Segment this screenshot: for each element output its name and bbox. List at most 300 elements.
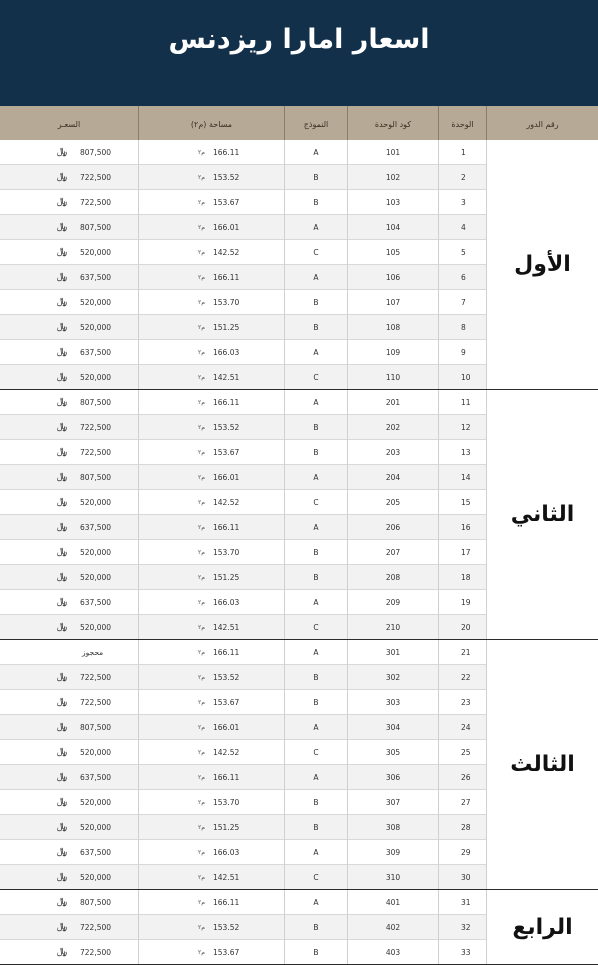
unit-code-cell: 203 xyxy=(348,440,439,465)
unit-number-cell: 10 xyxy=(439,365,487,390)
riyal-icon: ﷼ xyxy=(57,472,67,482)
price-value: 807,500 xyxy=(80,723,112,732)
area-unit: م٢ xyxy=(198,649,205,656)
area-unit: م٢ xyxy=(198,424,205,431)
price-value: 637,500 xyxy=(80,523,112,532)
unit-code-cell: 309 xyxy=(348,840,439,865)
area-unit: م٢ xyxy=(198,199,205,206)
unit-code-cell: 310 xyxy=(348,865,439,890)
area-cell xyxy=(139,690,285,715)
model-cell: B xyxy=(285,315,348,340)
price-cell xyxy=(0,465,139,490)
model-cell: A xyxy=(285,390,348,415)
table-row xyxy=(0,765,487,790)
table-row xyxy=(0,940,487,965)
area-cell xyxy=(139,265,285,290)
price-value: 722,500 xyxy=(80,673,112,682)
area-unit: م٢ xyxy=(198,274,205,281)
riyal-icon: ﷼ xyxy=(57,897,67,907)
table-row xyxy=(0,390,487,415)
area-cell xyxy=(139,340,285,365)
price-cell xyxy=(0,715,139,740)
riyal-icon: ﷼ xyxy=(57,747,67,757)
price-value: 520,000 xyxy=(80,248,112,257)
price-value: 520,000 xyxy=(80,373,112,382)
area-cell xyxy=(139,315,285,340)
header-price: السعـر xyxy=(0,106,139,140)
area-unit: م٢ xyxy=(198,724,205,731)
unit-code-cell: 306 xyxy=(348,765,439,790)
table-row xyxy=(0,140,487,165)
unit-code-cell: 207 xyxy=(348,540,439,565)
area-unit: م٢ xyxy=(198,849,205,856)
price-cell xyxy=(0,915,139,940)
riyal-icon: ﷼ xyxy=(57,172,67,182)
area-cell xyxy=(139,165,285,190)
price-cell xyxy=(0,540,139,565)
riyal-icon: ﷼ xyxy=(57,322,67,332)
unit-code-cell: 304 xyxy=(348,715,439,740)
area-unit: م٢ xyxy=(198,174,205,181)
riyal-icon: ﷼ xyxy=(57,497,67,507)
table-row xyxy=(0,340,487,365)
price-value: 807,500 xyxy=(80,473,112,482)
area-cell xyxy=(139,915,285,940)
riyal-icon: ﷼ xyxy=(57,597,67,607)
table-row xyxy=(0,515,487,540)
area-cell xyxy=(139,465,285,490)
area-unit: م٢ xyxy=(198,474,205,481)
table-row xyxy=(0,165,487,190)
area-value: 142.51 xyxy=(213,623,240,632)
price-cell xyxy=(0,440,139,465)
area-unit: م٢ xyxy=(198,499,205,506)
riyal-icon: ﷼ xyxy=(57,947,67,957)
table-row xyxy=(0,665,487,690)
model-cell: A xyxy=(285,265,348,290)
area-cell xyxy=(139,840,285,865)
unit-number-cell: 11 xyxy=(439,390,487,415)
price-cell xyxy=(0,515,139,540)
unit-code-cell: 303 xyxy=(348,690,439,715)
unit-number-cell: 28 xyxy=(439,815,487,840)
unit-code-cell: 107 xyxy=(348,290,439,315)
unit-code-cell: 101 xyxy=(348,140,439,165)
unit-code-cell: 105 xyxy=(348,240,439,265)
table-row xyxy=(0,440,487,465)
area-value: 166.11 xyxy=(213,773,240,782)
area-unit: م٢ xyxy=(198,224,205,231)
riyal-icon: ﷼ xyxy=(57,247,67,257)
area-cell xyxy=(139,440,285,465)
table-row xyxy=(0,465,487,490)
price-cell xyxy=(0,165,139,190)
table-row xyxy=(0,840,487,865)
price-cell xyxy=(0,590,139,615)
area-unit: م٢ xyxy=(198,349,205,356)
table-row xyxy=(0,590,487,615)
price-cell xyxy=(0,390,139,415)
table-row xyxy=(0,415,487,440)
area-value: 166.03 xyxy=(213,598,240,607)
unit-number-cell: 1 xyxy=(439,140,487,165)
unit-number-cell: 23 xyxy=(439,690,487,715)
table-row xyxy=(0,690,487,715)
price-value: 637,500 xyxy=(80,598,112,607)
price-value: 520,000 xyxy=(80,748,112,757)
unit-number-cell: 32 xyxy=(439,915,487,940)
table-row xyxy=(0,890,487,915)
area-cell xyxy=(139,715,285,740)
riyal-icon: ﷼ xyxy=(57,522,67,532)
header-code: كود الوحدة xyxy=(348,106,439,140)
area-value: 166.03 xyxy=(213,348,240,357)
unit-number-cell: 21 xyxy=(439,640,487,665)
unit-code-cell: 403 xyxy=(348,940,439,965)
area-cell xyxy=(139,540,285,565)
price-value: 520,000 xyxy=(80,323,112,332)
area-cell xyxy=(139,590,285,615)
model-cell: B xyxy=(285,565,348,590)
model-cell: A xyxy=(285,590,348,615)
model-cell: B xyxy=(285,790,348,815)
riyal-icon: ﷼ xyxy=(57,297,67,307)
model-cell: B xyxy=(285,290,348,315)
area-value: 151.25 xyxy=(213,823,240,832)
unit-number-cell: 14 xyxy=(439,465,487,490)
riyal-icon: ﷼ xyxy=(57,372,67,382)
area-value: 166.11 xyxy=(213,648,240,657)
price-value: 637,500 xyxy=(80,273,112,282)
table-row xyxy=(0,490,487,515)
riyal-icon: ﷼ xyxy=(57,397,67,407)
area-unit: م٢ xyxy=(198,399,205,406)
area-unit: م٢ xyxy=(198,249,205,256)
riyal-icon: ﷼ xyxy=(57,197,67,207)
price-cell xyxy=(0,340,139,365)
area-unit: م٢ xyxy=(198,699,205,706)
area-value: 166.11 xyxy=(213,523,240,532)
area-cell xyxy=(139,515,285,540)
header-floor: رقم الدور xyxy=(526,120,559,129)
price-cell xyxy=(0,740,139,765)
price-value: 637,500 xyxy=(80,348,112,357)
area-value: 142.52 xyxy=(213,498,240,507)
area-cell xyxy=(139,665,285,690)
area-value: 153.52 xyxy=(213,423,240,432)
unit-code-cell: 307 xyxy=(348,790,439,815)
unit-number-cell: 12 xyxy=(439,415,487,440)
area-unit: م٢ xyxy=(198,749,205,756)
unit-number-cell: 16 xyxy=(439,515,487,540)
area-value: 166.01 xyxy=(213,223,240,232)
area-value: 153.67 xyxy=(213,948,240,957)
riyal-icon: ﷼ xyxy=(57,622,67,632)
table-row xyxy=(0,565,487,590)
unit-code-cell: 208 xyxy=(348,565,439,590)
unit-number-cell: 20 xyxy=(439,615,487,640)
model-cell: B xyxy=(285,190,348,215)
area-unit: م٢ xyxy=(198,949,205,956)
area-cell xyxy=(139,490,285,515)
riyal-icon: ﷼ xyxy=(57,847,67,857)
unit-number-cell: 2 xyxy=(439,165,487,190)
unit-number-cell: 26 xyxy=(439,765,487,790)
area-unit: م٢ xyxy=(198,299,205,306)
model-cell: A xyxy=(285,840,348,865)
model-cell: A xyxy=(285,765,348,790)
area-cell xyxy=(139,215,285,240)
unit-code-cell: 401 xyxy=(348,890,439,915)
price-cell xyxy=(0,415,139,440)
area-cell xyxy=(139,240,285,265)
area-value: 153.70 xyxy=(213,548,240,557)
area-cell xyxy=(139,415,285,440)
area-cell xyxy=(139,890,285,915)
area-value: 151.25 xyxy=(213,573,240,582)
table-row xyxy=(0,240,487,265)
riyal-icon: ﷼ xyxy=(57,147,67,157)
riyal-icon: ﷼ xyxy=(57,347,67,357)
area-unit: م٢ xyxy=(198,874,205,881)
price-cell xyxy=(0,665,139,690)
model-cell: C xyxy=(285,240,348,265)
unit-code-cell: 102 xyxy=(348,165,439,190)
model-cell: A xyxy=(285,340,348,365)
model-cell: A xyxy=(285,640,348,665)
model-cell: A xyxy=(285,140,348,165)
price-cell xyxy=(0,865,139,890)
model-cell: B xyxy=(285,915,348,940)
model-cell: B xyxy=(285,165,348,190)
table-row xyxy=(0,815,487,840)
riyal-icon: ﷼ xyxy=(57,272,67,282)
area-value: 142.51 xyxy=(213,373,240,382)
price-cell xyxy=(0,890,139,915)
riyal-icon: ﷼ xyxy=(57,697,67,707)
area-value: 166.03 xyxy=(213,848,240,857)
price-cell xyxy=(0,565,139,590)
area-unit: م٢ xyxy=(198,674,205,681)
area-unit: م٢ xyxy=(198,899,205,906)
table-row xyxy=(0,315,487,340)
header-unit: الوحدة xyxy=(439,106,487,140)
area-unit: م٢ xyxy=(198,524,205,531)
header-model: النموذج xyxy=(285,106,348,140)
area-unit: م٢ xyxy=(198,149,205,156)
unit-code-cell: 301 xyxy=(348,640,439,665)
price-value: 807,500 xyxy=(80,148,112,157)
price-value: 807,500 xyxy=(80,398,112,407)
unit-code-cell: 206 xyxy=(348,515,439,540)
table-row xyxy=(0,915,487,940)
price-cell xyxy=(0,640,139,665)
area-value: 166.11 xyxy=(213,898,240,907)
price-cell xyxy=(0,790,139,815)
area-value: 166.11 xyxy=(213,148,240,157)
riyal-icon: ﷼ xyxy=(57,547,67,557)
unit-number-cell: 33 xyxy=(439,940,487,965)
price-value: 520,000 xyxy=(80,623,112,632)
area-value: 153.52 xyxy=(213,673,240,682)
riyal-icon: ﷼ xyxy=(57,222,67,232)
riyal-icon: ﷼ xyxy=(57,797,67,807)
unit-code-cell: 103 xyxy=(348,190,439,215)
unit-number-cell: 7 xyxy=(439,290,487,315)
area-value: 166.01 xyxy=(213,723,240,732)
unit-code-cell: 305 xyxy=(348,740,439,765)
unit-number-cell: 13 xyxy=(439,440,487,465)
unit-code-cell: 104 xyxy=(348,215,439,240)
unit-number-cell: 27 xyxy=(439,790,487,815)
area-unit: م٢ xyxy=(198,324,205,331)
unit-number-cell: 29 xyxy=(439,840,487,865)
model-cell: A xyxy=(285,890,348,915)
floor-name: الأول xyxy=(487,140,598,390)
area-value: 142.51 xyxy=(213,873,240,882)
price-value: 637,500 xyxy=(80,773,112,782)
unit-code-cell: 204 xyxy=(348,465,439,490)
riyal-icon: ﷼ xyxy=(57,772,67,782)
riyal-icon: ﷼ xyxy=(57,922,67,932)
riyal-icon: ﷼ xyxy=(57,722,67,732)
price-value: 722,500 xyxy=(80,923,112,932)
model-cell: B xyxy=(285,415,348,440)
floor-name: الرابع xyxy=(487,890,598,965)
area-cell xyxy=(139,290,285,315)
unit-number-cell: 30 xyxy=(439,865,487,890)
unit-code-cell: 308 xyxy=(348,815,439,840)
table-row xyxy=(0,265,487,290)
model-cell: C xyxy=(285,490,348,515)
area-unit: م٢ xyxy=(198,824,205,831)
unit-code-cell: 209 xyxy=(348,590,439,615)
riyal-icon: ﷼ xyxy=(57,672,67,682)
table-row xyxy=(0,540,487,565)
riyal-icon: ﷼ xyxy=(57,822,67,832)
area-unit: م٢ xyxy=(198,574,205,581)
area-value: 153.67 xyxy=(213,448,240,457)
table-row xyxy=(0,865,487,890)
price-cell xyxy=(0,315,139,340)
price-value: 722,500 xyxy=(80,173,112,182)
area-unit: م٢ xyxy=(198,924,205,931)
unit-code-cell: 201 xyxy=(348,390,439,415)
area-value: 153.67 xyxy=(213,698,240,707)
unit-number-cell: 31 xyxy=(439,890,487,915)
riyal-icon: ﷼ xyxy=(57,422,67,432)
area-value: 153.70 xyxy=(213,298,240,307)
area-unit: م٢ xyxy=(198,799,205,806)
price-cell xyxy=(0,840,139,865)
area-value: 142.52 xyxy=(213,248,240,257)
area-cell xyxy=(139,615,285,640)
unit-code-cell: 202 xyxy=(348,415,439,440)
price-cell xyxy=(0,940,139,965)
unit-number-cell: 17 xyxy=(439,540,487,565)
area-cell xyxy=(139,190,285,215)
area-value: 153.52 xyxy=(213,923,240,932)
unit-number-cell: 18 xyxy=(439,565,487,590)
price-cell xyxy=(0,365,139,390)
area-unit: م٢ xyxy=(198,774,205,781)
price-value: 722,500 xyxy=(80,198,112,207)
model-cell: B xyxy=(285,690,348,715)
area-cell xyxy=(139,815,285,840)
model-cell: B xyxy=(285,540,348,565)
floor-name: الثاني xyxy=(487,390,598,640)
header-area: مساحة (م٢) xyxy=(139,106,285,140)
model-cell: A xyxy=(285,215,348,240)
unit-code-cell: 402 xyxy=(348,915,439,940)
unit-number-cell: 19 xyxy=(439,590,487,615)
price-value: 637,500 xyxy=(80,848,112,857)
area-cell xyxy=(139,640,285,665)
price-cell xyxy=(0,290,139,315)
table-row xyxy=(0,640,487,665)
riyal-icon: ﷼ xyxy=(57,872,67,882)
area-cell xyxy=(139,940,285,965)
price-value: 722,500 xyxy=(80,423,112,432)
area-value: 166.11 xyxy=(213,273,240,282)
price-value: 520,000 xyxy=(80,298,112,307)
model-cell: C xyxy=(285,865,348,890)
floor-name: الثالث xyxy=(487,640,598,890)
model-cell: C xyxy=(285,740,348,765)
area-cell xyxy=(139,390,285,415)
price-cell xyxy=(0,240,139,265)
unit-number-cell: 15 xyxy=(439,490,487,515)
area-value: 153.52 xyxy=(213,173,240,182)
table-row xyxy=(0,365,487,390)
unit-number-cell: 9 xyxy=(439,340,487,365)
table-row xyxy=(0,715,487,740)
area-unit: م٢ xyxy=(198,599,205,606)
area-cell xyxy=(139,565,285,590)
price-value: 807,500 xyxy=(80,223,112,232)
unit-code-cell: 302 xyxy=(348,665,439,690)
unit-number-cell: 3 xyxy=(439,190,487,215)
model-cell: B xyxy=(285,440,348,465)
model-cell: A xyxy=(285,465,348,490)
area-cell xyxy=(139,790,285,815)
unit-code-cell: 210 xyxy=(348,615,439,640)
area-cell xyxy=(139,140,285,165)
price-cell xyxy=(0,815,139,840)
area-unit: م٢ xyxy=(198,549,205,556)
price-value: 520,000 xyxy=(80,573,112,582)
table-row xyxy=(0,790,487,815)
unit-number-cell: 6 xyxy=(439,265,487,290)
price-value: محجوز xyxy=(82,648,104,657)
model-cell: B xyxy=(285,665,348,690)
table-row xyxy=(0,615,487,640)
riyal-icon: ﷼ xyxy=(57,572,67,582)
price-cell xyxy=(0,190,139,215)
table-row xyxy=(0,290,487,315)
model-cell: C xyxy=(285,365,348,390)
unit-code-cell: 108 xyxy=(348,315,439,340)
unit-number-cell: 4 xyxy=(439,215,487,240)
area-cell xyxy=(139,765,285,790)
price-cell xyxy=(0,215,139,240)
title-banner xyxy=(0,0,598,106)
area-value: 142.52 xyxy=(213,748,240,757)
unit-number-cell: 8 xyxy=(439,315,487,340)
area-unit: م٢ xyxy=(198,374,205,381)
price-value: 722,500 xyxy=(80,448,112,457)
area-cell xyxy=(139,740,285,765)
